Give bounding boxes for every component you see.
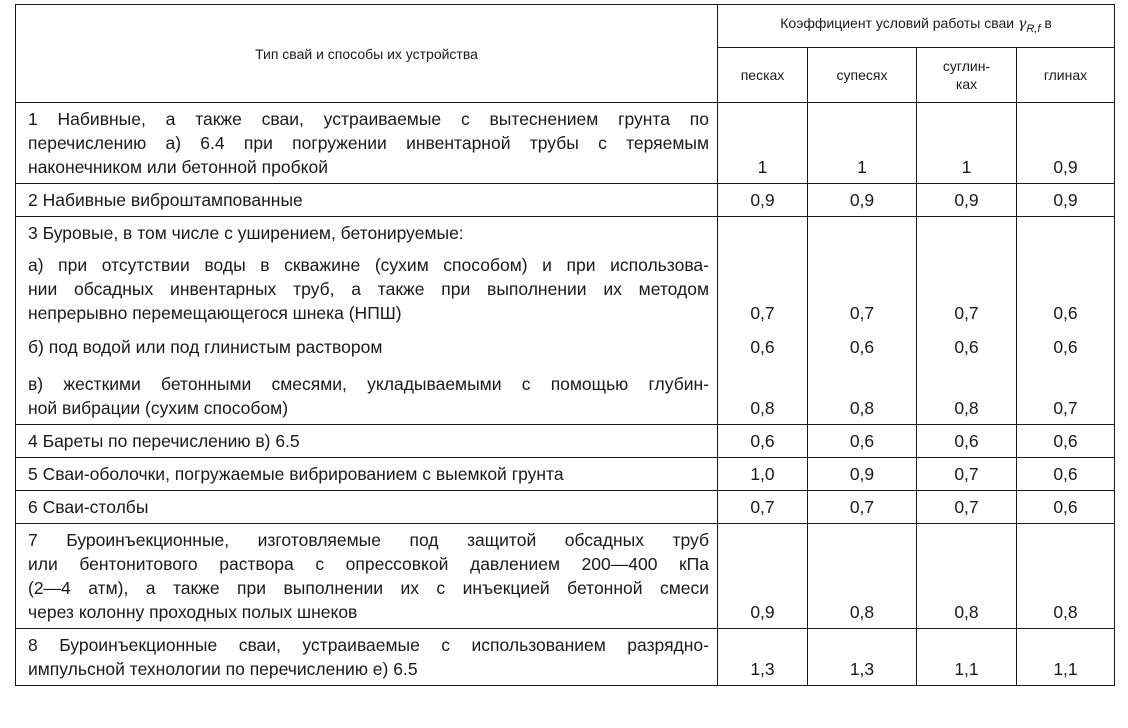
- row-7-line-1: 7 Буроинъекционные, изготовляемые под защитой обсадных труб: [28, 530, 709, 550]
- row-4-line-1: 4 Бареты по перечислению в) 6.5: [28, 431, 300, 451]
- row-8-description: [16, 629, 718, 686]
- pile-coefficient-table: [15, 4, 1115, 686]
- row-5-line-1: 5 Сваи-оболочки, погружаемые вибрированием с выемкой грунта: [28, 464, 564, 484]
- soil-header-sand: песках: [718, 48, 808, 103]
- row-3c-value-loam: 0,8: [954, 398, 979, 418]
- row-7-value-sand: 0,9: [718, 524, 808, 629]
- row-3-values-sandy-loam: [808, 217, 917, 425]
- gamma-symbol: γ: [1017, 16, 1027, 32]
- soil-header-loam: [917, 48, 1017, 103]
- row-3-values-clay: [1017, 217, 1115, 425]
- coefficient-label: Коэффициент условий работы сваи: [780, 15, 1015, 31]
- row-4-value-sandy-loam: 0,6: [808, 425, 917, 458]
- pile-type-header: Тип свай и способы их устройства: [16, 5, 718, 103]
- row-3c-line-1: в) жесткими бетонными смесями, укладываемыми с помощью глубин-: [28, 374, 709, 394]
- row-1-line-1: 1 Набивные, а также сваи, устраиваемые с вытеснением грунта по: [28, 109, 709, 129]
- row-7-value-sandy-loam: 0,8: [808, 524, 917, 629]
- row-1-line-2: перечислению а) 6.4 при погружении инвентарной трубы с теряемым: [28, 133, 709, 153]
- row-3-description: [16, 217, 718, 425]
- row-1-value-clay: 0,9: [1017, 103, 1115, 184]
- table-row-8: [16, 629, 1115, 686]
- row-1-value-loam: 1: [917, 103, 1017, 184]
- row-7-value-clay: 0,8: [1017, 524, 1115, 629]
- row-2-value-clay: 0,9: [1017, 184, 1115, 217]
- table-row-5: [16, 458, 1115, 491]
- row-1-line-3: наконечником или бетонной пробкой: [28, 157, 329, 177]
- table-row-7: [16, 524, 1115, 629]
- row-8-line-2: импульсной технологии по перечислению е) 6.5: [28, 659, 418, 679]
- row-3a-value-clay: 0,6: [1053, 303, 1078, 323]
- table-row-6: [16, 491, 1115, 524]
- row-2-value-sandy-loam: 0,9: [808, 184, 917, 217]
- row-5-value-clay: 0,6: [1017, 458, 1115, 491]
- row-5-value-loam: 0,7: [917, 458, 1017, 491]
- row-3c-value-sand: 0,8: [750, 398, 775, 418]
- table-row-1: [16, 103, 1115, 184]
- row-4-value-clay: 0,6: [1017, 425, 1115, 458]
- row-3-title: 3 Буровые, в том числе с уширением, бетонируемые:: [28, 223, 464, 243]
- row-2-description: [16, 184, 718, 217]
- row-8-value-clay: 1,1: [1017, 629, 1115, 686]
- row-2-value-loam: 0,9: [917, 184, 1017, 217]
- table-row-3: [16, 217, 1115, 425]
- row-4-description: [16, 425, 718, 458]
- row-2-line-1: 2 Набивные виброштампованные: [28, 190, 303, 210]
- row-8-value-sand: 1,3: [718, 629, 808, 686]
- row-7-value-loam: 0,8: [917, 524, 1017, 629]
- row-1-description: [16, 103, 718, 184]
- row-4-value-sand: 0,6: [718, 425, 808, 458]
- row-3a-line-2: нии обсадных инвентарных труб, а также при выполнении их методом: [28, 279, 709, 299]
- row-6-description: [16, 491, 718, 524]
- row-3b-line-1: б) под водой или под глинистым раствором: [28, 337, 383, 357]
- row-3c-line-2: ной вибрации (сухим способом): [28, 398, 289, 418]
- row-8-value-loam: 1,1: [917, 629, 1017, 686]
- coefficient-table-container: [15, 4, 1114, 686]
- row-3c-value-sandy-loam: 0,8: [849, 398, 875, 418]
- soil-header-sandy-loam: супесях: [808, 48, 917, 103]
- row-3b-value-clay: 0,6: [1053, 337, 1078, 357]
- row-3a-line-3: непрерывно перемещающегося шнека (НПШ): [28, 303, 402, 323]
- row-3b-value-sandy-loam: 0,6: [849, 337, 875, 357]
- row-5-value-sandy-loam: 0,9: [808, 458, 917, 491]
- row-7-description: [16, 524, 718, 629]
- row-4-value-loam: 0,6: [917, 425, 1017, 458]
- header-row-top: [16, 5, 1115, 48]
- row-3-values-sand: [718, 217, 808, 425]
- coefficient-group-header: [718, 5, 1115, 48]
- gamma-subscript: R,f: [1026, 23, 1041, 35]
- row-3a-line-1: а) при отсутствии воды в скважине (сухим способом) и при использова-: [28, 255, 709, 275]
- row-3a-value-loam: 0,7: [954, 303, 979, 323]
- row-5-value-sand: 1,0: [718, 458, 808, 491]
- row-8-line-1: 8 Буроинъекционные сваи, устраиваемые с использованием разрядно-: [28, 635, 709, 655]
- row-3a-value-sand: 0,7: [750, 303, 775, 323]
- row-6-value-loam: 0,7: [917, 491, 1017, 524]
- row-6-value-sandy-loam: 0,7: [808, 491, 917, 524]
- row-1-value-sandy-loam: 1: [808, 103, 917, 184]
- soil-header-clay: глинах: [1017, 48, 1115, 103]
- row-3b-value-loam: 0,6: [954, 337, 979, 357]
- row-2-value-sand: 0,9: [718, 184, 808, 217]
- row-6-line-1: 6 Сваи-столбы: [28, 497, 149, 517]
- row-8-value-sandy-loam: 1,3: [808, 629, 917, 686]
- soil-header-loam-line-1: суглин-: [942, 58, 991, 74]
- row-3b-value-sand: 0,6: [750, 337, 775, 357]
- table-row-2: [16, 184, 1115, 217]
- row-1-value-sand: 1: [718, 103, 808, 184]
- row-7-line-4: через колонну проходных полых шнеков: [28, 602, 358, 622]
- row-6-value-clay: 0,6: [1017, 491, 1115, 524]
- row-7-line-3: (2—4 атм), а также при выполнении их с инъекцией бетонной смеси: [28, 578, 709, 598]
- row-7-line-2: или бентонитового раствора с опрессовкой давлением 200—400 кПа: [28, 554, 709, 574]
- row-6-value-sand: 0,7: [718, 491, 808, 524]
- table-row-4: [16, 425, 1115, 458]
- row-3a-value-sandy-loam: 0,7: [849, 303, 875, 323]
- row-5-description: [16, 458, 718, 491]
- soil-header-loam-line-2: ках: [955, 76, 978, 92]
- row-3c-value-clay: 0,7: [1053, 398, 1078, 418]
- coefficient-suffix: в: [1044, 15, 1052, 31]
- row-3-values-loam: [917, 217, 1017, 425]
